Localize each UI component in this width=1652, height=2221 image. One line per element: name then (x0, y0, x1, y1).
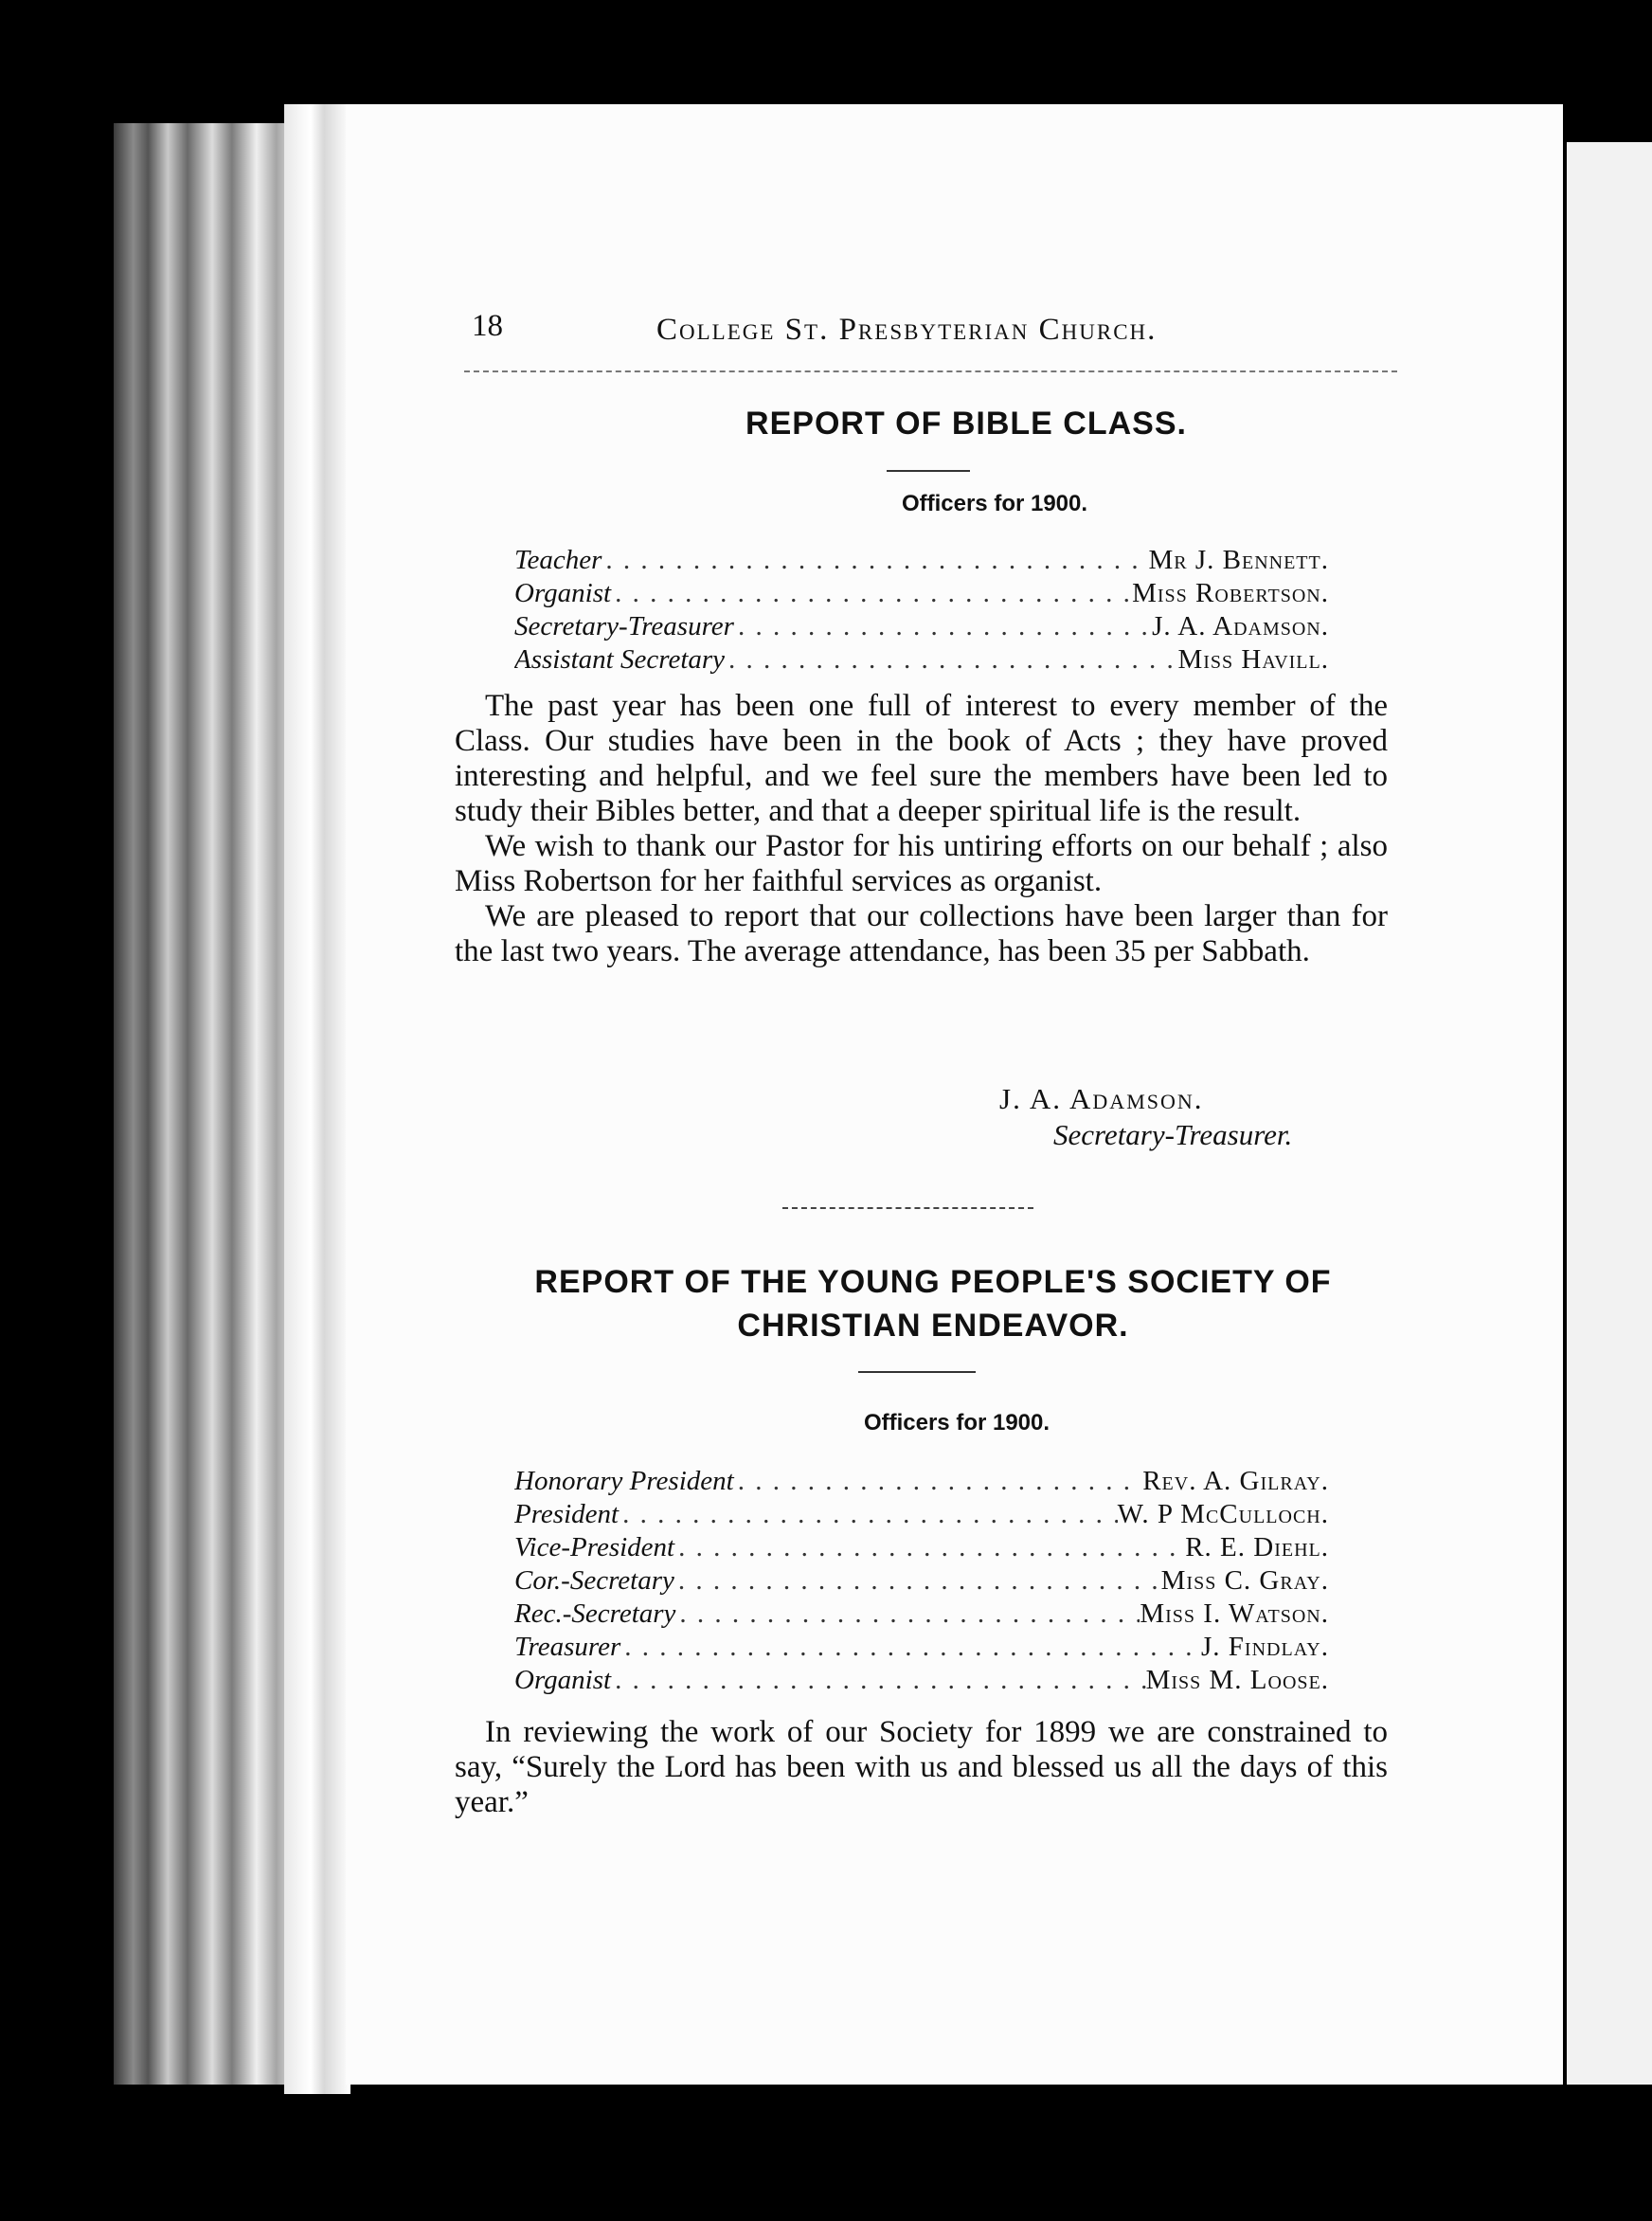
officer-row (514, 578, 1329, 611)
page-number: 18 (472, 309, 503, 343)
header-rule (464, 370, 1397, 372)
dot-leader (611, 1665, 1146, 1696)
title-rule (887, 470, 970, 472)
bible-class-report-text (455, 689, 1388, 969)
officer-name: Miss Havill. (1177, 644, 1329, 675)
christian-endeavor-title (455, 1260, 1411, 1347)
dot-leader (734, 1466, 1142, 1497)
title-rule (858, 1371, 976, 1373)
title-line: CHRISTIAN ENDEAVOR. (737, 1308, 1129, 1344)
officer-title: Honorary President (514, 1466, 734, 1496)
dot-leader (602, 545, 1148, 576)
officer-row (514, 1499, 1329, 1532)
officer-name: Miss C. Gray. (1160, 1565, 1329, 1596)
dot-leader (675, 1598, 1140, 1630)
officer-title: Teacher (514, 545, 602, 575)
officer-row (514, 1565, 1329, 1598)
officer-row (514, 1466, 1329, 1499)
officer-name: J. Findlay. (1201, 1632, 1329, 1662)
officer-row (514, 1598, 1329, 1632)
section-divider (782, 1207, 1033, 1209)
officer-row (514, 545, 1329, 578)
officer-name: Mr J. Bennett. (1148, 545, 1329, 575)
officer-row (514, 1532, 1329, 1565)
officer-row (514, 1665, 1329, 1698)
paragraph: We wish to thank our Pastor for his untiring efforts on our behalf ; also Miss Robertson for her faithful services as organist. (455, 829, 1388, 898)
book-gutter (284, 104, 350, 2094)
paragraph: We are pleased to report that our collections have been larger than for the last two years. The average attendance, has been 35 per Sabbath. (455, 899, 1388, 968)
officer-name: W. P McCulloch. (1117, 1499, 1329, 1529)
officer-title: Cor.-Secretary (514, 1565, 674, 1596)
title-line: REPORT OF THE YOUNG PEOPLE'S SOCIETY OF (534, 1264, 1332, 1300)
bible-class-officers-list (514, 545, 1329, 677)
officer-title: Treasurer (514, 1632, 621, 1662)
signature-role: Secretary-Treasurer. (1053, 1118, 1293, 1151)
dot-leader (734, 611, 1152, 642)
officer-row (514, 644, 1329, 677)
dot-leader (674, 1532, 1185, 1563)
officer-title: Organist (514, 578, 612, 608)
facing-page-edge (1563, 142, 1652, 2085)
officer-name: Miss Robertson. (1132, 578, 1329, 608)
officer-name: J. A. Adamson. (1152, 611, 1329, 641)
endeavor-officers-heading: Officers for 1900. (863, 1410, 1050, 1436)
paragraph: The past year has been one full of interest to every member of the Class. Our studies have been in the book of Acts ; they have proved interesting and helpful, and we feel sure the members have been led to study their Bibles better, and that a deeper spiritual life is the result. (455, 689, 1388, 828)
bible-class-officers-heading: Officers for 1900. (901, 491, 1088, 516)
officer-row (514, 1632, 1329, 1665)
officer-name: R. E. Diehl. (1185, 1532, 1329, 1562)
officer-title: Organist (514, 1665, 612, 1695)
dot-leader (620, 1632, 1201, 1663)
officer-title: Vice-President (514, 1532, 675, 1562)
officer-title: Secretary-Treasurer (514, 611, 734, 641)
dot-leader (619, 1499, 1118, 1530)
dot-leader (674, 1565, 1161, 1597)
officer-name: Miss I. Watson. (1140, 1598, 1329, 1629)
dot-leader (611, 578, 1132, 609)
officer-title: Rec.-Secretary (514, 1598, 676, 1629)
officer-name: Miss M. Loose. (1145, 1665, 1329, 1695)
endeavor-report-text (455, 1715, 1388, 1820)
officer-name: Rev. A. Gilray. (1142, 1466, 1329, 1496)
paragraph: In reviewing the work of our Society for 1899 we are constrained to say, “Surely the Lord has been with us and blessed us all the days of this year.” (455, 1715, 1388, 1819)
bible-class-title: REPORT OF BIBLE CLASS. (745, 406, 1187, 442)
running-title: College St. Presbyterian Church. (656, 313, 1158, 347)
officer-title: President (514, 1499, 620, 1529)
signature-name: J. A. Adamson. (999, 1082, 1204, 1115)
endeavor-officers-list (514, 1466, 1329, 1698)
dot-leader (725, 644, 1177, 676)
officer-row (514, 611, 1329, 644)
officer-title: Assistant Secretary (514, 644, 726, 675)
